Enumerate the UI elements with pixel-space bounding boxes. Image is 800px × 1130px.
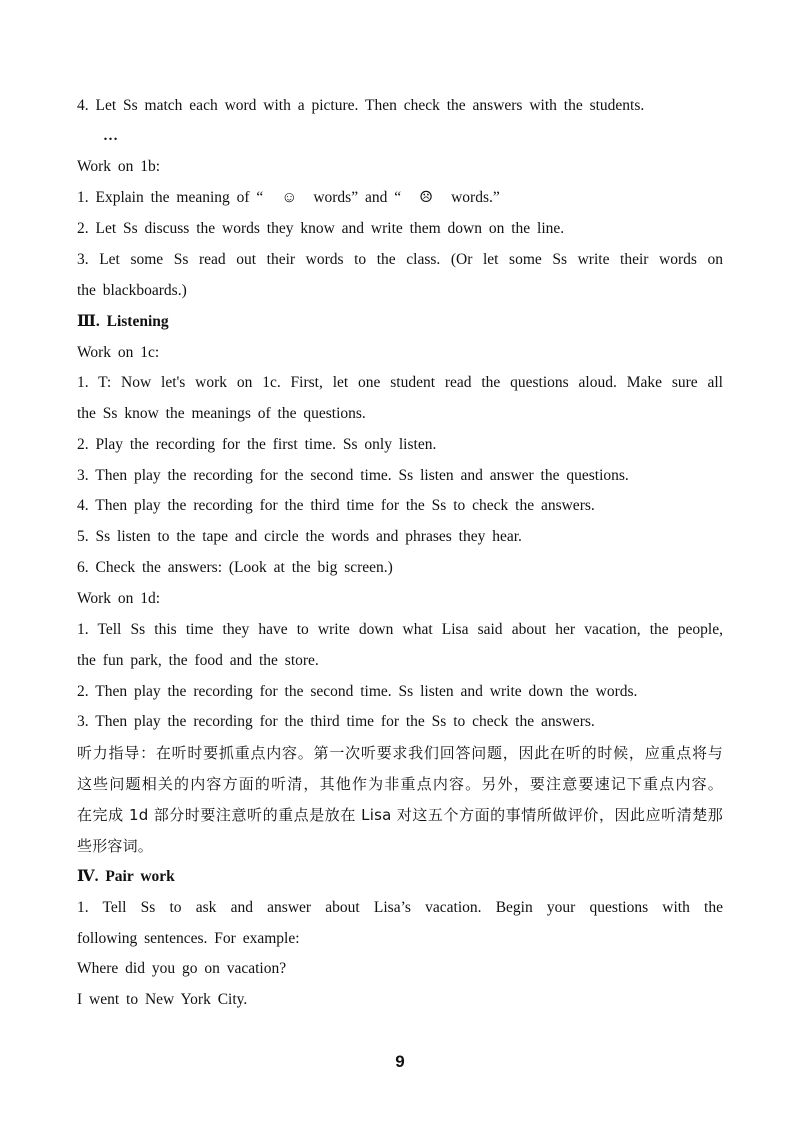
step-6-check-answers: 6. Check the answers: (Look at the big screen.) bbox=[77, 559, 393, 576]
step-1-continuation-1d: the fun park, the food and the store. bbox=[77, 652, 319, 669]
words-end-text: words.” bbox=[451, 189, 500, 206]
step-1-read-questions: 1. T: Now let's work on 1c. First, let one student read the questions aloud. Make sure all bbox=[77, 374, 723, 391]
step-1-continuation-pair: following sentences. For example: bbox=[77, 930, 300, 947]
step-2-discuss-words: 2. Let Ss discuss the words they know and write them down on the line. bbox=[77, 220, 565, 237]
step-2-play-first-time: 2. Play the recording for the first time. Ss only listen. bbox=[77, 436, 437, 453]
explain-text: 1. Explain the meaning of “ bbox=[77, 189, 264, 206]
example-question: Where did you go on vacation? bbox=[77, 960, 287, 977]
step-3-read-out-words: 3. Let some Ss read out their words to the class. (Or let some Ss write their words on bbox=[77, 251, 723, 268]
step-1-explain-meaning bbox=[77, 188, 723, 208]
heading-work-on-1b: Work on 1b: bbox=[77, 158, 161, 175]
smile-icon: ☺ bbox=[281, 189, 298, 206]
step-1-continuation: the Ss know the meanings of the questions. bbox=[77, 405, 366, 422]
example-answer: I went to New York City. bbox=[77, 991, 248, 1008]
step-3-check-answers-1d: 3. Then play the recording for the third time for the Ss to check the answers. bbox=[77, 713, 595, 730]
listening-guide-line-3: 在完成 1d 部分时要注意听的重点是放在 Lisa 对这五个方面的事情所做评价，因此应听清楚那 bbox=[77, 806, 723, 824]
heading-work-on-1c: Work on 1c: bbox=[77, 344, 160, 361]
step-2-write-words: 2. Then play the recording for the second time. Ss listen and write down the words. bbox=[77, 683, 638, 700]
step-3-continuation: the blackboards.) bbox=[77, 282, 187, 299]
words-and-text: words” and “ bbox=[313, 189, 402, 206]
step-4-play-third-time: 4. Then play the recording for the third time for the Ss to check the answers. bbox=[77, 497, 595, 514]
step-5-circle-words: 5. Ss listen to the tape and circle the words and phrases they hear. bbox=[77, 528, 522, 545]
ellipsis: … bbox=[103, 128, 118, 144]
section-heading-listening: Ⅲ. Listening bbox=[77, 313, 169, 330]
step-1-ask-answer: 1. Tell Ss to ask and answer about Lisa’s vacation. Begin your questions with the bbox=[77, 899, 723, 916]
page-number: 9 bbox=[395, 1052, 405, 1071]
step-1-tell-ss: 1. Tell Ss this time they have to write down what Lisa said about her vacation, the people, bbox=[77, 621, 723, 638]
frown-icon: ☹ bbox=[419, 189, 434, 206]
listening-guide-line-4: 些形容词。 bbox=[77, 837, 154, 855]
listening-guide-line-1: 听力指导：在听时要抓重点内容。第一次听要求我们回答问题，因此在听的时候，应重点将与 bbox=[77, 744, 723, 762]
heading-work-on-1d: Work on 1d: bbox=[77, 590, 161, 607]
step-4-match-words: 4. Let Ss match each word with a picture. Then check the answers with the students. bbox=[77, 97, 645, 114]
section-heading-pair-work: Ⅳ. Pair work bbox=[77, 868, 175, 885]
step-3-play-second-time: 3. Then play the recording for the second time. Ss listen and answer the questions. bbox=[77, 467, 629, 484]
listening-guide-line-2: 这些问题相关的内容方面的听清，其他作为非重点内容。另外，要注意要速记下重点内容。 bbox=[77, 775, 723, 793]
